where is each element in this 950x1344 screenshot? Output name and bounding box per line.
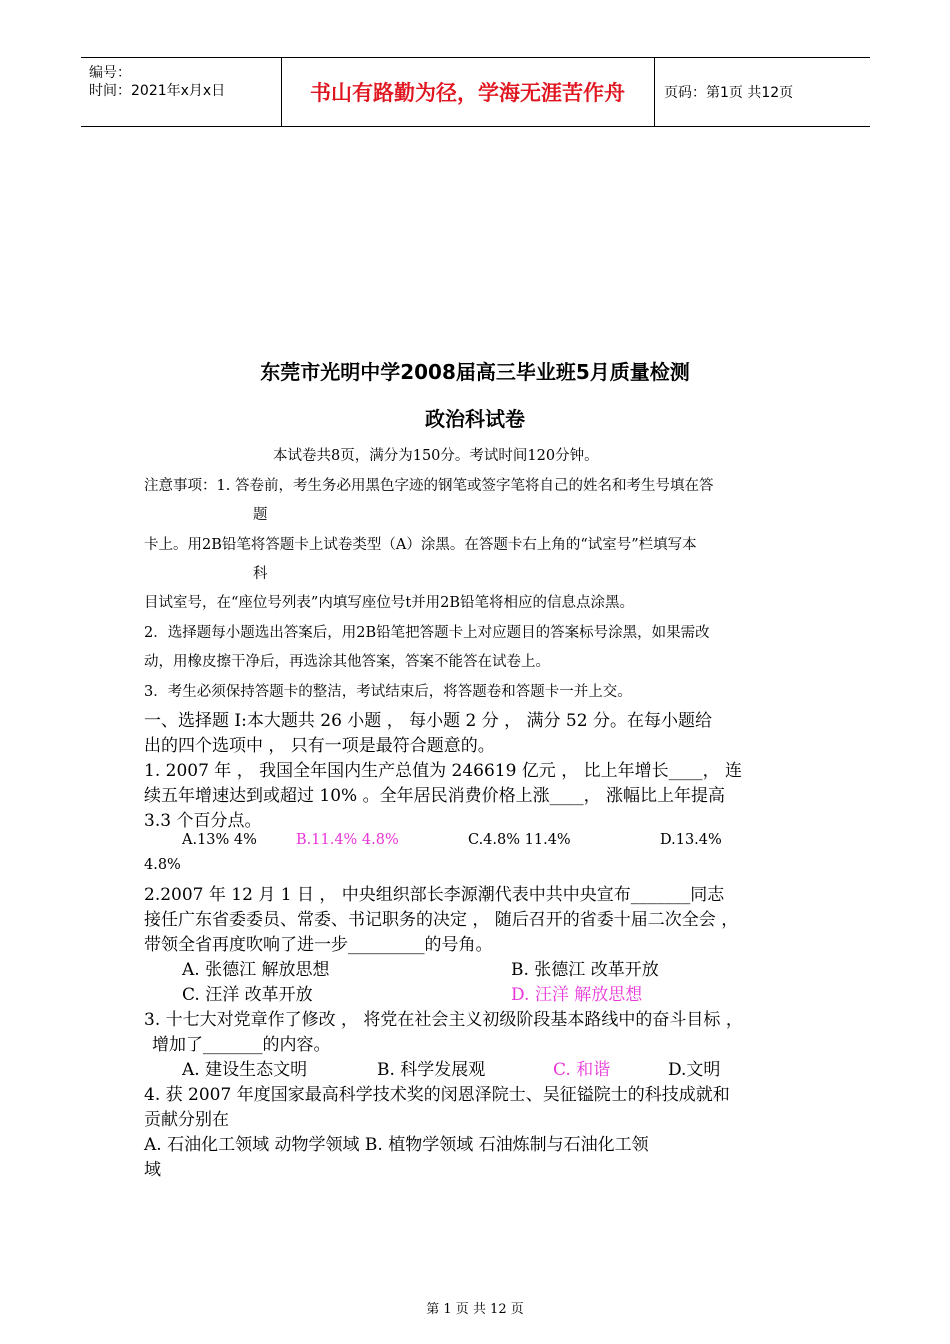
notice-line: 2．选择题每小题选出答案后，用2B铅笔把答题卡上对应题目的答案标号涂黑，如果需改 — [144, 625, 710, 641]
option-c: C. 汪洋 改革开放 — [182, 985, 313, 1005]
question-2-text: 带领全省再度吹响了进一步_________的号角。 — [144, 935, 493, 955]
option-a: A. 张德江 解放思想 — [182, 960, 330, 980]
question-1-text: 续五年增速达到或超过 10% 。全年居民消费价格上涨____， 涨幅比上年提高 — [144, 786, 725, 806]
number-label: 编号： — [89, 65, 131, 81]
option-b-answer: B.11.4% 4.8% — [296, 832, 399, 848]
option-c-answer: C. 和谐 — [553, 1060, 611, 1080]
notice-line: 3．考生必须保持答题卡的整洁，考试结束后，将答题卷和答题卡一并上交。 — [144, 684, 632, 700]
motto-text: 书山有路勤为径，学海无涯苦作舟 — [281, 58, 655, 126]
option-a: A.13% 4% — [182, 832, 257, 848]
option-c: C.4.8% 11.4% — [468, 832, 571, 848]
question-3-text: 增加了_______的内容。 — [152, 1035, 331, 1055]
exam-subtitle: 政治科试卷 — [425, 407, 525, 431]
question-2-text: 2.2007 年 12 月 1 日 ， 中央组织部长李源潮代表中共中央宣布_______同志 — [144, 885, 725, 905]
notice-line: 科 — [253, 566, 268, 582]
option-d-cont: 4.8% — [144, 857, 181, 873]
time-label: 时间：2021年x月x日 — [89, 83, 226, 99]
option-d: D.文明 — [668, 1060, 721, 1080]
question-2-text: 接任广东省委委员、常委、书记职务的决定 ， 随后召开的省委十届二次全会 ， — [144, 910, 739, 930]
notice-line: 注意事项：1. 答卷前，考生务必用黑色字迹的钢笔或签字笔将自己的姓名和考生号填在答 — [144, 478, 714, 494]
notice-line: 动，用橡皮擦干净后，再选涂其他答案，答案不能答在试卷上。 — [144, 654, 550, 670]
option-a: A. 建设生态文明 — [182, 1060, 308, 1080]
notice-line: 题 — [253, 507, 268, 523]
notice-line: 卡上。用2B铅笔将答题卡上试卷类型（A）涂黑。在答题卡右上角的“试室号”栏填写本 — [144, 537, 697, 553]
header-table — [81, 57, 870, 127]
option-b: B. 张德江 改革开放 — [511, 960, 659, 980]
question-3-text: 3. 十七大对党章作了修改 ， 将党在社会主义初级阶段基本路线中的奋斗目标 ， — [144, 1010, 743, 1030]
notice-line: 目试室号，在“座位号列表”内填写座位号t并用2B铅笔将相应的信息点涂黑。 — [144, 595, 635, 611]
notice-intro: 本试卷共8页，满分为150分。考试时间120分钟。 — [273, 448, 599, 464]
question-1-text: 3.3 个百分点。 — [144, 811, 262, 831]
exam-title: 东莞市光明中学2008届高三毕业班5月质量检测 — [260, 360, 690, 384]
question-1-text: 1. 2007 年 ， 我国全年国内生产总值为 246619 亿元 ， 比上年增长____， 连 — [144, 761, 743, 781]
question-4-text: 贡献分别在 — [144, 1110, 229, 1130]
question-4-text: 4. 获 2007 年度国家最高科学技术奖的闵恩泽院士、吴征镒院士的科技成就和 — [144, 1085, 730, 1105]
page-footer: 第 1 页 共 12 页 — [426, 1302, 524, 1317]
option-b: B. 科学发展观 — [377, 1060, 486, 1080]
question-4-options: A. 石油化工领域 动物学领域 B. 植物学领域 石油炼制与石油化工领 — [144, 1135, 649, 1155]
header-info-cell — [81, 58, 282, 126]
section-heading: 出的四个选项中 ， 只有一项是最符合题意的。 — [144, 736, 495, 756]
option-d: D.13.4% — [660, 832, 722, 848]
page-info: 页码：第1页 共12页 — [664, 85, 794, 101]
option-d-answer: D. 汪洋 解放思想 — [511, 985, 643, 1005]
section-heading: 一、选择题 I:本大题共 26 小题 ， 每小题 2 分 ， 满分 52 分。在每小题给 — [144, 711, 712, 731]
question-4-options: 域 — [144, 1160, 161, 1180]
